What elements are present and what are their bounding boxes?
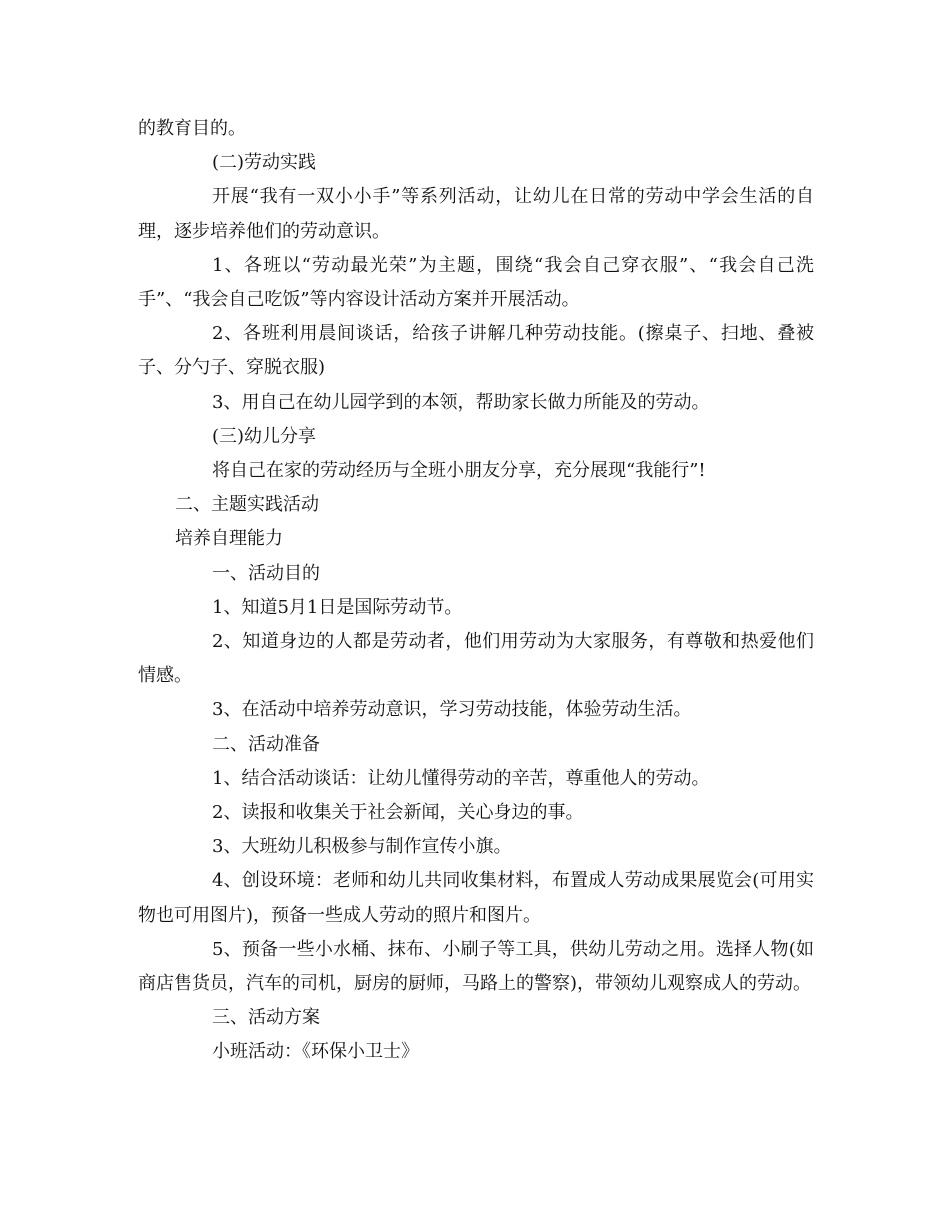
paragraph-12: 1、知道5月1日是国际劳动节。 — [212, 596, 463, 618]
paragraph-13: 2、知道身边的人都是劳动者，他们用劳动为大家服务，有尊敬和热爱他们情感。 — [138, 631, 814, 687]
paragraph-19: 4、创设环境：老师和幼儿共同收集材料，布置成人劳动成果展览会(可用实物也可用图片)，预备一些成人劳动的照片和图片。 — [138, 870, 814, 926]
paragraph-21: 三、活动方案 — [212, 1007, 320, 1029]
paragraph-6: 3、用自己在幼儿园学到的本领，帮助家长做力所能及的劳动。 — [212, 391, 710, 413]
paragraph-3: 开展“我有一双小小手”等系列活动，让幼儿在日常的劳动中学会生活的自理，逐步培养他们的劳动意识。 — [138, 186, 814, 242]
paragraph-2: (二)劳动实践 — [212, 152, 317, 174]
paragraph-4: 1、各班以“劳动最光荣”为主题，围绕“我会自己穿衣服”、“我会自己洗手”、“我会自己吃饭”等内容设计活动方案并开展活动。 — [138, 254, 814, 311]
paragraph-1: 的教育目的。 — [138, 118, 246, 139]
paragraph-15: 二、活动准备 — [212, 733, 320, 755]
paragraph-22: 小班活动：《环保小卫士》 — [212, 1041, 419, 1063]
paragraph-18: 3、大班幼儿积极参与制作宣传小旗。 — [212, 836, 512, 858]
paragraph-11: 一、活动目的 — [212, 562, 320, 584]
paragraph-10: 培养自理能力 — [175, 528, 283, 550]
paragraph-9: 二、主题实践活动 — [175, 494, 319, 516]
paragraph-16: 1、结合活动谈话：让幼儿懂得劳动的辛苦，尊重他人的劳动。 — [212, 767, 710, 789]
paragraph-20: 5、预备一些小水桶、抹布、小刷子等工具，供幼儿劳动之用。选择人物(如商店售货员，汽车的司机，厨房的厨师，马路上的警察)，带领幼儿观察成人的劳动。 — [138, 938, 814, 995]
document-body — [138, 112, 814, 1070]
paragraph-17: 2、读报和收集关于社会新闻，关心身边的事。 — [212, 802, 584, 824]
paragraph-7: (三)幼儿分享 — [212, 425, 317, 447]
paragraph-8: 将自己在家的劳动经历与全班小朋友分享，充分展现“我能行”! — [212, 460, 706, 482]
paragraph-5: 2、各班利用晨间谈话，给孩子讲解几种劳动技能。(擦桌子、扫地、叠被子、分勺子、穿脱衣服) — [138, 323, 814, 379]
paragraph-14: 3、在活动中培养劳动意识，学习劳动技能，体验劳动生活。 — [212, 699, 692, 721]
